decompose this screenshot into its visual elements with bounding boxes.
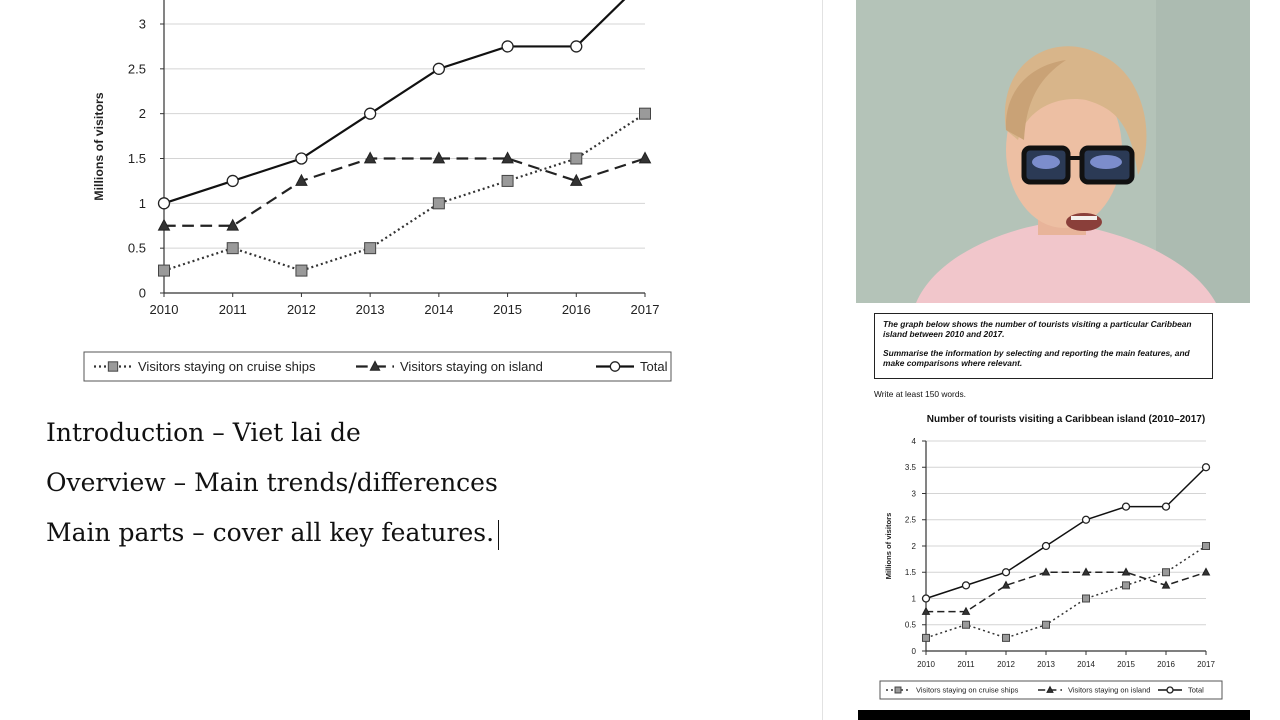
x-tick-label: 2011 bbox=[957, 660, 975, 669]
chart-title: Number of tourists visiting a Caribbean island (2010–2017) bbox=[926, 414, 1206, 425]
y-tick-label: 3.5 bbox=[904, 463, 916, 473]
x-tick-label: 2014 bbox=[1077, 660, 1095, 669]
data-point bbox=[963, 582, 970, 589]
x-tick-label: 2011 bbox=[218, 302, 247, 317]
task-sheet bbox=[858, 303, 1250, 720]
series-circle bbox=[923, 464, 1210, 602]
data-point bbox=[1083, 516, 1090, 523]
task-prompt: The graph below shows the number of tourists visiting a particular Caribbean island between 2010 and 2017. bbox=[883, 319, 1192, 339]
data-point bbox=[571, 41, 582, 52]
y-tick-label: 0 bbox=[138, 285, 146, 301]
legend-label: Total bbox=[1188, 685, 1204, 695]
task-prompt-box bbox=[874, 313, 1213, 379]
series-square bbox=[159, 108, 651, 276]
task-paper bbox=[858, 303, 1250, 710]
legend-marker bbox=[108, 362, 117, 371]
data-point bbox=[1043, 568, 1050, 575]
y-tick-label: 3 bbox=[911, 489, 916, 499]
x-tick-label: 2014 bbox=[424, 302, 454, 317]
legend-label: Total bbox=[640, 359, 668, 375]
y-axis-label: Millions of visitors bbox=[884, 512, 893, 580]
legend-marker bbox=[895, 687, 901, 693]
y-tick-label: 3 bbox=[138, 16, 146, 32]
line-chart-main bbox=[0, 0, 822, 400]
x-tick-label: 2013 bbox=[1037, 660, 1055, 669]
data-point bbox=[227, 243, 238, 254]
x-tick-label: 2017 bbox=[1197, 660, 1215, 669]
data-point bbox=[433, 63, 444, 74]
task-instruction: Summarise the information by selecting and reporting the main features, and make comparisons where relevant. bbox=[883, 348, 1190, 368]
y-tick-label: 1 bbox=[911, 594, 916, 604]
data-point bbox=[1163, 503, 1170, 510]
data-point bbox=[1043, 621, 1050, 628]
data-point bbox=[365, 243, 376, 254]
data-point bbox=[433, 198, 444, 209]
data-point bbox=[502, 41, 513, 52]
data-point bbox=[1003, 569, 1010, 576]
data-point bbox=[365, 108, 376, 119]
page-divider bbox=[822, 0, 823, 720]
text-caret bbox=[498, 520, 499, 550]
legend-label: Visitors staying on island bbox=[1068, 685, 1151, 695]
y-tick-label: 2.5 bbox=[127, 61, 146, 77]
series-line bbox=[164, 159, 645, 226]
x-tick-label: 2012 bbox=[286, 302, 316, 317]
y-tick-label: 0.5 bbox=[127, 240, 146, 256]
data-point bbox=[1083, 595, 1090, 602]
x-tick-label: 2015 bbox=[1117, 660, 1135, 669]
presenter-video bbox=[856, 0, 1250, 303]
note-main-parts[interactable] bbox=[46, 512, 499, 562]
legend-label: Visitors staying on cruise ships bbox=[916, 685, 1019, 695]
data-point bbox=[296, 265, 307, 276]
webcam-feed bbox=[856, 0, 1250, 303]
line-chart-reference bbox=[858, 403, 1250, 708]
series-line bbox=[164, 0, 645, 203]
data-point bbox=[1203, 464, 1210, 471]
y-tick-label: 0.5 bbox=[904, 620, 916, 630]
series-square bbox=[923, 543, 1210, 642]
data-point bbox=[502, 175, 513, 186]
y-tick-label: 2 bbox=[138, 106, 146, 122]
x-tick-label: 2012 bbox=[997, 660, 1015, 669]
data-point bbox=[963, 621, 970, 628]
y-tick-label: 0 bbox=[911, 646, 916, 656]
y-tick-label: 1.5 bbox=[904, 568, 916, 578]
series-line bbox=[926, 572, 1206, 611]
data-point bbox=[1123, 503, 1130, 510]
data-point bbox=[923, 595, 930, 602]
x-tick-label: 2013 bbox=[355, 302, 385, 317]
note-introduction[interactable]: Introduction – Viet lai de bbox=[46, 418, 361, 447]
series-line bbox=[926, 467, 1206, 598]
x-tick-label: 2016 bbox=[1157, 660, 1175, 669]
y-tick-label: 2.5 bbox=[904, 515, 916, 525]
legend-marker bbox=[1167, 687, 1173, 693]
data-point bbox=[1123, 582, 1130, 589]
legend-marker bbox=[610, 362, 619, 371]
data-point bbox=[640, 152, 651, 162]
x-tick-label: 2016 bbox=[561, 302, 591, 317]
x-tick-label: 2015 bbox=[493, 302, 523, 317]
data-point bbox=[159, 198, 170, 209]
data-point bbox=[923, 634, 930, 641]
plot-area bbox=[159, 0, 651, 276]
y-tick-label: 1.5 bbox=[127, 151, 146, 167]
data-point bbox=[159, 265, 170, 276]
y-tick-label: 4 bbox=[911, 436, 916, 446]
right-margin bbox=[1250, 303, 1280, 720]
data-point bbox=[296, 153, 307, 164]
word-count-note: Write at least 150 words. bbox=[874, 389, 967, 399]
data-point bbox=[1043, 543, 1050, 550]
data-point bbox=[1163, 569, 1170, 576]
grid-lines bbox=[926, 441, 1206, 651]
notes-section[interactable] bbox=[46, 412, 499, 562]
x-tick-label: 2017 bbox=[630, 302, 660, 317]
data-point bbox=[227, 175, 238, 186]
data-point bbox=[1203, 568, 1210, 575]
data-point bbox=[1003, 634, 1010, 641]
note-overview[interactable]: Overview – Main trends/differences bbox=[46, 468, 498, 497]
data-point bbox=[640, 108, 651, 119]
x-tick-label: 2010 bbox=[149, 302, 179, 317]
legend-label: Visitors staying on cruise ships bbox=[138, 359, 316, 375]
note-main-parts-text: Main parts – cover all key features. bbox=[46, 518, 495, 547]
data-point bbox=[571, 153, 582, 164]
data-point bbox=[1203, 543, 1210, 550]
plot-area bbox=[923, 464, 1210, 642]
legend-label: Visitors staying on island bbox=[400, 359, 543, 375]
x-tick-label: 2010 bbox=[917, 660, 935, 669]
y-tick-label: 1 bbox=[138, 195, 146, 211]
y-axis-label: Millions of visitors bbox=[92, 92, 106, 201]
y-tick-label: 2 bbox=[911, 541, 916, 551]
